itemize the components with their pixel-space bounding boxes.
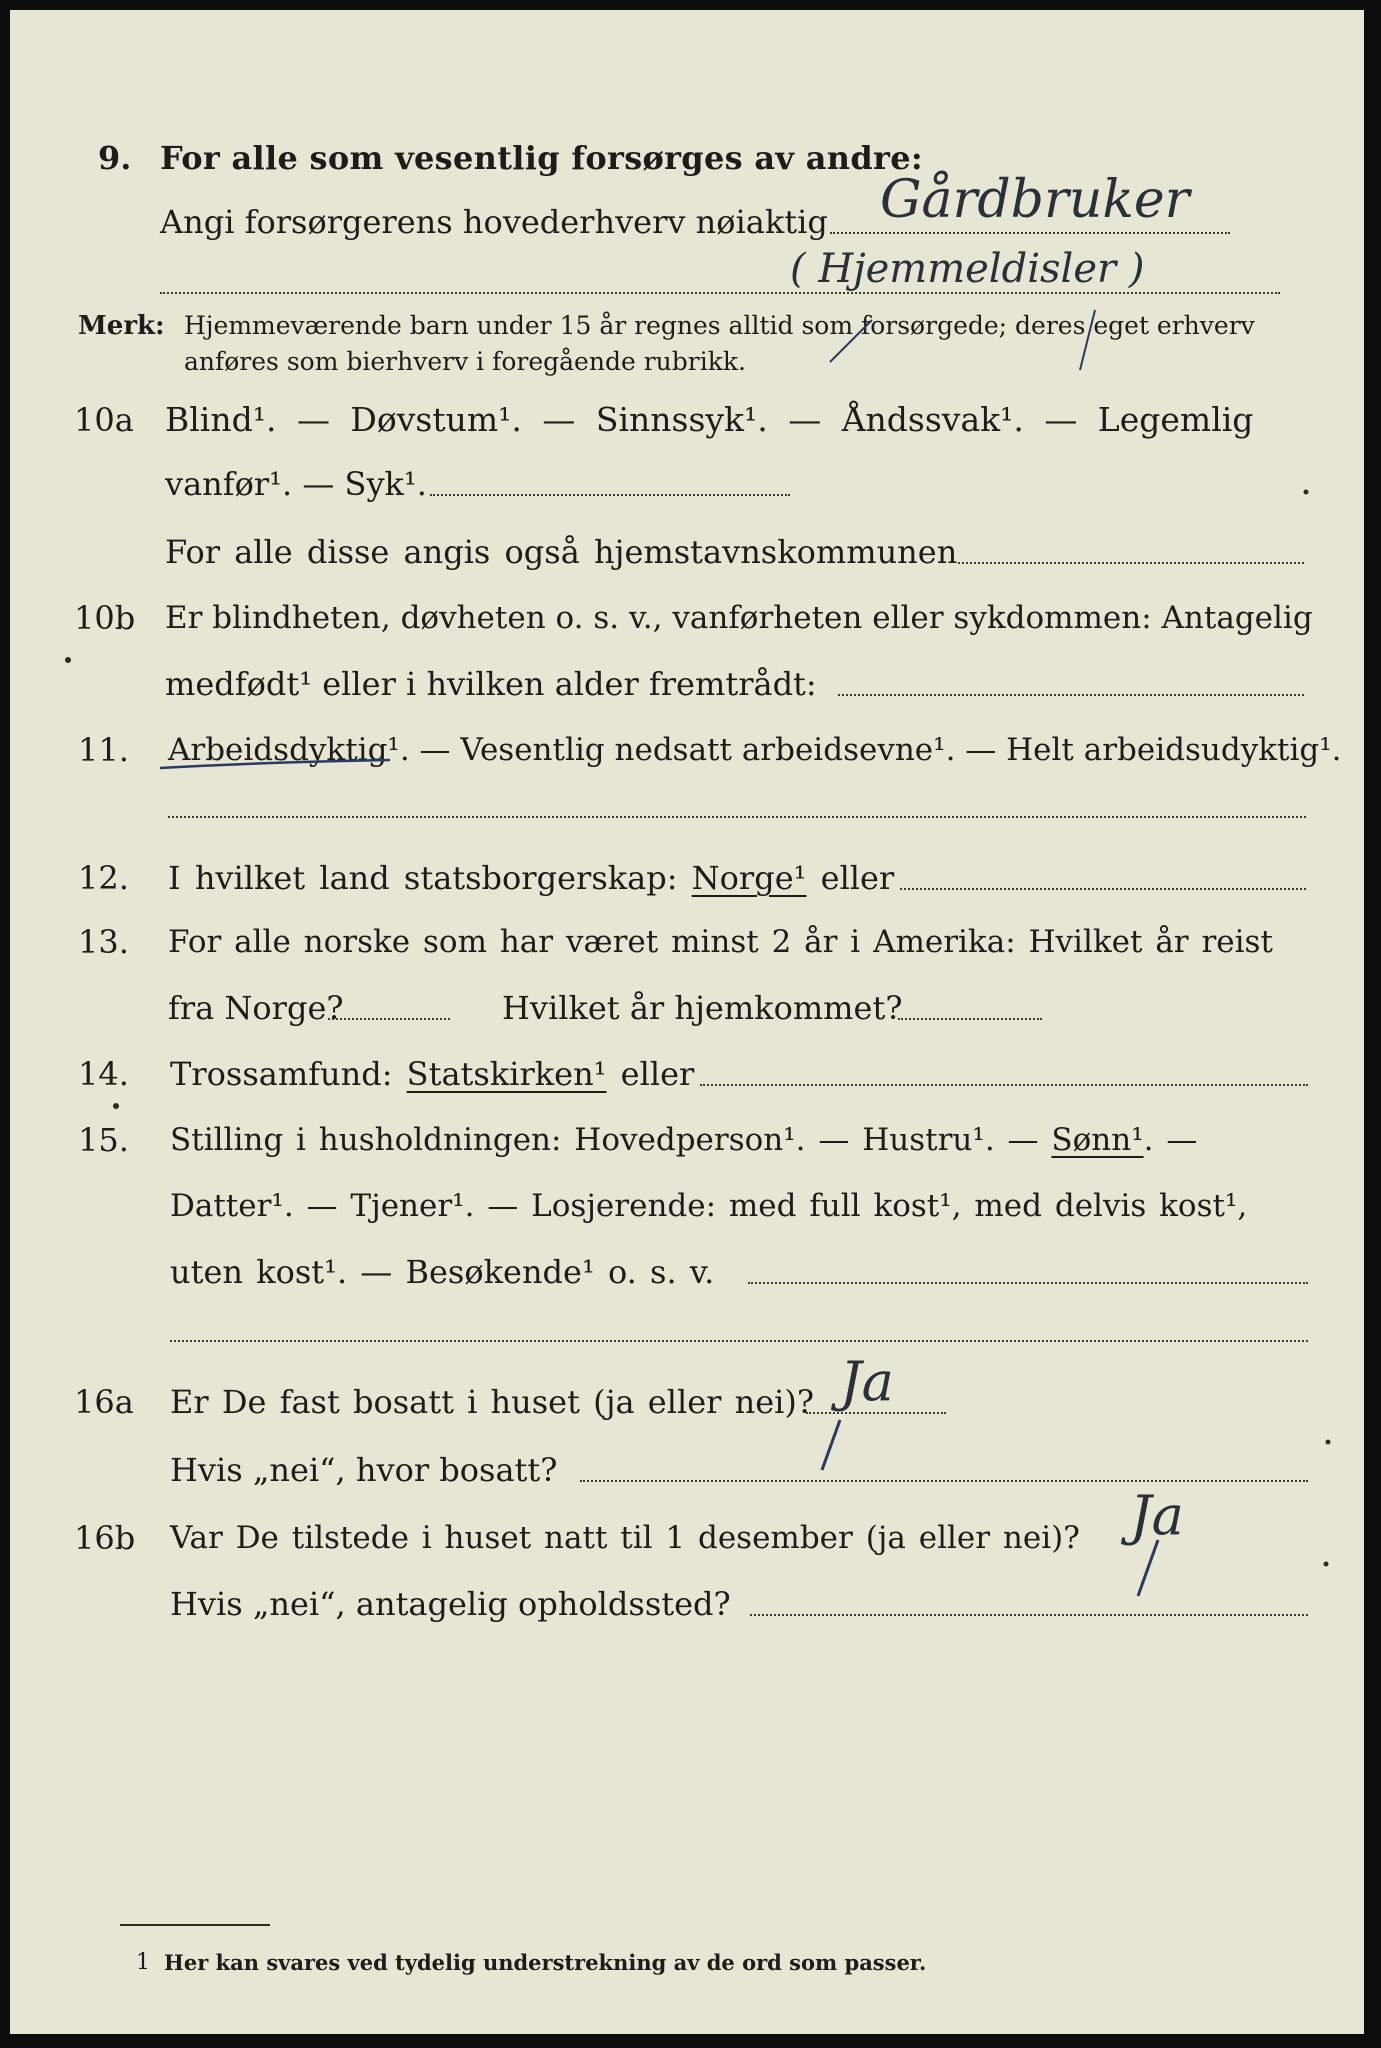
q16b-number: 16b bbox=[74, 1519, 136, 1557]
q16b-handwritten-answer: Ja bbox=[1130, 1484, 1184, 1547]
q13-number: 13. bbox=[78, 923, 129, 961]
q16b-line-1: Var De tilstede i huset natt til 1 desember (ja eller nei)? bbox=[170, 1520, 1080, 1556]
q13-line-2a: fra Norge? bbox=[168, 989, 344, 1027]
q9-handwritten-answer-2: ( Hjemmeldisler ) bbox=[790, 246, 1145, 292]
q13-line-1: For alle norske som har været minst 2 år i Amerika: Hvilket år reist bbox=[168, 924, 1273, 960]
q12-prefix: I hvilket land statsborgerskap: bbox=[168, 859, 692, 897]
q10a-line-3: For alle disse angis også hjemstavnskommunen bbox=[165, 533, 958, 571]
q15-line-2: Datter¹. — Tjener¹. — Losjerende: med full kost¹, med delvis kost¹, bbox=[170, 1188, 1248, 1224]
q12-suffix: eller bbox=[806, 859, 895, 897]
speck-1 bbox=[1304, 490, 1309, 495]
merk-line-2: anføres som bierhverv i foregående rubrikk. bbox=[184, 347, 746, 376]
q16a-line-1: Er De fast bosatt i huset (ja eller nei)? bbox=[170, 1383, 815, 1421]
footnote-mark: 1 bbox=[136, 1950, 150, 1975]
handwritten-marks bbox=[10, 10, 1364, 2034]
q11-option-arbeidsdyktig: Arbeidsdyktig¹. bbox=[168, 732, 410, 768]
q10b-number: 10b bbox=[74, 599, 136, 637]
q12-option-norge: Norge¹ bbox=[691, 859, 807, 897]
speck-3 bbox=[113, 1103, 119, 1109]
q15-line-1-prefix: Stilling i husholdningen: Hovedperson¹. — Hustru¹. — bbox=[170, 1122, 1052, 1158]
census-form-page bbox=[10, 10, 1364, 2034]
speck-4 bbox=[1326, 1440, 1331, 1445]
pen-stroke-1 bbox=[830, 320, 872, 362]
speck-2 bbox=[65, 657, 71, 663]
q10a-number: 10a bbox=[74, 401, 134, 439]
q14-number: 14. bbox=[78, 1055, 129, 1093]
q15-line-3: uten kost¹. — Besøkende¹ o. s. v. bbox=[170, 1253, 715, 1291]
q9-title: For alle som vesentlig forsørges av andre: bbox=[160, 139, 923, 177]
merk-label: Merk: bbox=[78, 311, 165, 341]
q10b-line-1: Er blindheten, døvheten o. s. v., vanførheten eller sykdommen: Antagelig bbox=[165, 600, 1313, 636]
q11-handwritten-underline bbox=[160, 760, 390, 768]
q15-line-1-suffix: . — bbox=[1143, 1122, 1198, 1158]
q9-number: 9. bbox=[98, 139, 132, 177]
q9-line: Angi forsørgerens hovederhverv nøiaktig bbox=[160, 203, 828, 241]
merk-line-1: Hjemmeværende barn under 15 år regnes alltid som forsørgede; deres eget erhverv bbox=[184, 311, 1255, 340]
q10b-line-2: medfødt¹ eller i hvilken alder fremtrådt: bbox=[165, 665, 817, 703]
q14-option-statskirken: Statskirken¹ bbox=[406, 1055, 607, 1093]
q10a-line-2: vanfør¹. — Syk¹. bbox=[165, 465, 427, 503]
q13-line-2b: Hvilket år hjemkommet? bbox=[502, 989, 903, 1027]
q15-option-sonn: Sønn¹ bbox=[1051, 1122, 1144, 1158]
q16b-pen-stroke bbox=[1138, 1540, 1158, 1596]
footnote-text: Her kan svares ved tydelig understrekning av de ord som passer. bbox=[164, 1950, 927, 1975]
q16a-handwritten-answer: Ja bbox=[840, 1350, 894, 1413]
speck-5 bbox=[1324, 1562, 1329, 1567]
q15-number: 15. bbox=[78, 1121, 129, 1159]
q14-prefix: Trossamfund: bbox=[170, 1055, 407, 1093]
q12-number: 12. bbox=[78, 859, 129, 897]
q16a-pen-stroke bbox=[822, 1420, 840, 1470]
pen-stroke-2 bbox=[1080, 310, 1095, 370]
q16a-number: 16a bbox=[74, 1383, 134, 1421]
q10a-line-1: Blind¹. — Døvstum¹. — Sinnssyk¹. — Åndssvak¹. — Legemlig bbox=[165, 400, 1254, 439]
q16a-line-2: Hvis „nei“, hvor bosatt? bbox=[170, 1451, 558, 1489]
q9-handwritten-answer: Gårdbruker bbox=[880, 170, 1190, 230]
q16b-line-2: Hvis „nei“, antagelig opholdssted? bbox=[170, 1585, 731, 1623]
q11-rest: — Vesentlig nedsatt arbeidsevne¹. — Helt arbeidsudyktig¹. bbox=[409, 732, 1342, 768]
q14-suffix: eller bbox=[606, 1055, 695, 1093]
q11-number: 11. bbox=[78, 731, 129, 769]
